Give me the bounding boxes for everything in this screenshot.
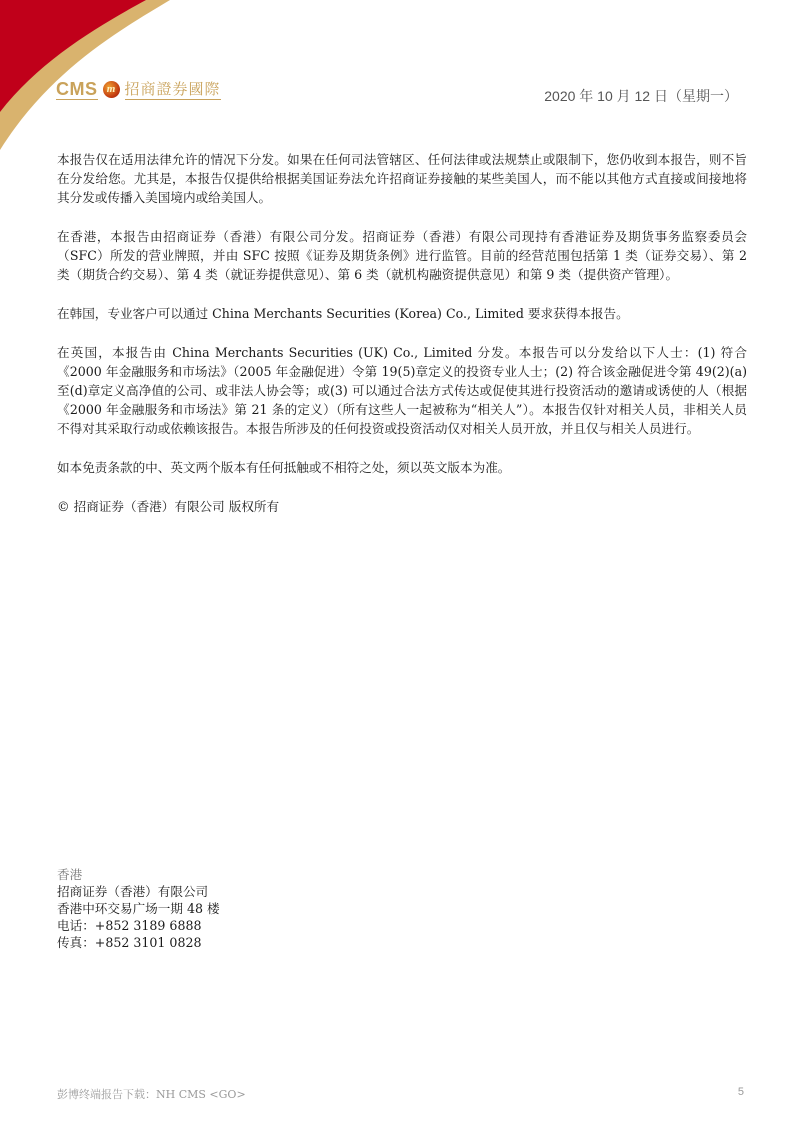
contact-address-block — [57, 866, 220, 951]
address-company: 招商证券（香港）有限公司 — [57, 884, 209, 899]
footer-bloomberg-note: 彭博终端报告下载：NH CMS <GO> — [57, 1088, 246, 1101]
page-number: 5 — [737, 1086, 744, 1098]
logo-emblem-icon: m — [103, 81, 120, 98]
logo-cms-text: CMS — [56, 78, 98, 99]
paragraph-uk: 在英国，本报告由 China Merchants Securities (UK) Co., Limited 分发。本报告可以分发给以下人士：(1) 符合《2000 年金融服务和市场法》（2005 年金融促进）令第 19(5)章定义的投资专业人士；(2) 符合该金融促进令第 49(2)(a)至(d)章定义高净值的公司、或非法人协会等；或(3) 可以通过合法方式传达或促使其进行投资活动的邀请或诱使的人（根据《2000 年金融服务和市场法》第 21 条的定义）（所有这些人一起被称为“相关人”）。本报告仅针对相关人员，非相关人员不得对其采取行动或依赖该报告。本报告所涉及的任何投资或投资活动仅对相关人员开放，并且仅与相关人员进行。 — [57, 345, 747, 436]
paragraph-korea: 在韩国，专业客户可以通过 China Merchants Securities (Korea) Co., Limited 要求获得本报告。 — [57, 306, 629, 321]
address-region: 香港 — [57, 867, 83, 882]
logo-chinese-text: 招商證券國際 — [124, 79, 221, 98]
company-logo — [56, 76, 221, 102]
copyright-notice: © 招商证券（香港）有限公司 版权所有 — [57, 499, 280, 514]
paragraph-language-precedence: 如本免责条款的中、英文两个版本有任何抵触或不相符之处，须以英文版本为准。 — [57, 460, 511, 475]
paragraph-distribution: 本报告仅在适用法律允许的情况下分发。如果在任何司法管辖区、任何法律或法规禁止或限制下，您仍收到本报告，则不旨在分发给您。尤其是，本报告仅提供给根据美国证券法允许招商证券接触的某些美国人，而不能以其他方式直接或间接地将其分发或传播入美国境内或给美国人。 — [57, 152, 747, 205]
paragraph-hong-kong: 在香港，本报告由招商证券（香港）有限公司分发。招商证券（香港）有限公司现持有香港证券及期货事务监察委员会（SFC）所发的营业牌照，并由 SFC 按照《证券及期货条例》进行监管。目前的经营范围包括第 1 类（证券交易）、第 2 类（期货合约交易）、第 4 类（就证券提供意见）、第 6 类（就机构融资提供意见）和第 9 类（提供资产管理）。 — [57, 229, 747, 282]
address-phone: 电话：+852 3189 6888 — [57, 918, 202, 933]
disclaimer-body — [57, 150, 747, 536]
address-location: 香港中环交易广场一期 48 楼 — [57, 901, 220, 916]
address-fax: 传真：+852 3101 0828 — [57, 935, 202, 950]
report-date: 2020 年 10 月 12 日（星期一） — [544, 88, 738, 104]
